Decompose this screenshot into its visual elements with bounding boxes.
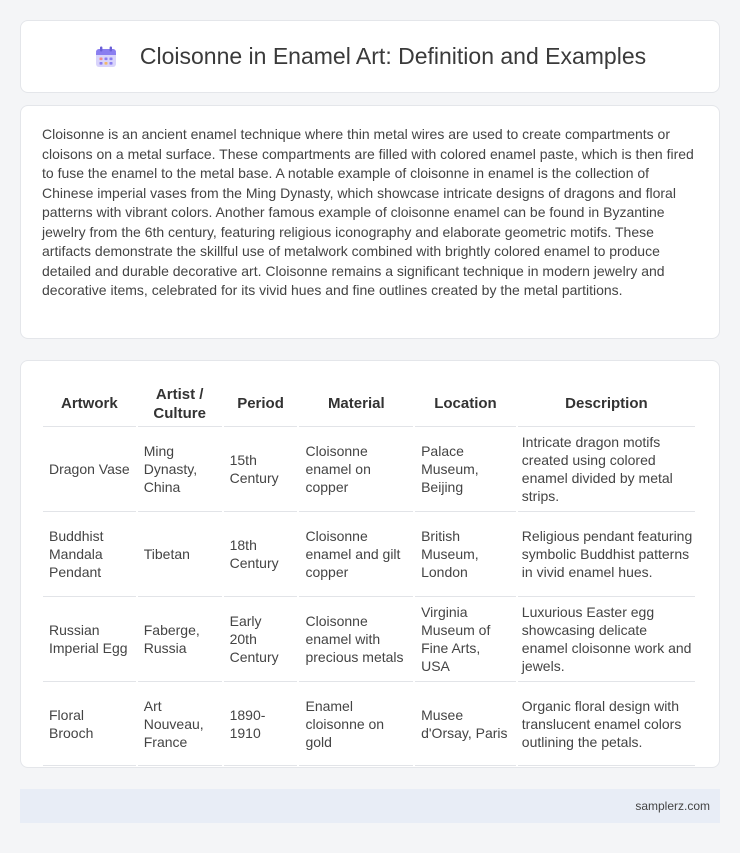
table-row xyxy=(43,681,695,766)
cell-artist-culture: Ming Dynasty, China xyxy=(138,426,222,511)
cell-artist-culture: Tibetan xyxy=(138,511,222,596)
calendar-icon xyxy=(94,45,118,69)
intro-card xyxy=(20,105,720,339)
header-artwork: Artwork xyxy=(61,395,118,412)
cell-description: Luxurious Easter egg showcasing delicate enamel cloisonne work and jewels. xyxy=(518,596,695,681)
cell-artist-culture: Faberge, Russia xyxy=(138,596,222,681)
table-row xyxy=(43,426,695,511)
header-artist-culture: Artist / Culture xyxy=(153,385,206,422)
cell-description: Intricate dragon motifs created using colored enamel divided by metal strips. xyxy=(518,426,695,511)
table-card xyxy=(20,360,720,768)
cell-period: Early 20th Century xyxy=(224,596,298,681)
title-bar xyxy=(21,21,719,92)
header-location: Location xyxy=(434,395,497,412)
header-period: Period xyxy=(237,395,284,412)
cell-period: 1890-1910 xyxy=(224,681,298,766)
header-description: Description xyxy=(565,395,648,412)
cell-location: Musee d'Orsay, Paris xyxy=(415,681,516,766)
cell-artwork: Buddhist Mandala Pendant xyxy=(43,511,136,596)
table-row xyxy=(43,596,695,681)
intro-paragraph: Cloisonne is an ancient enamel technique where thin metal wires are used to create compartments or cloisons on a metal surface. These compartments are filled with colored enamel paste, which is then fired to fuse the enamel to the metal base. A notable example of cloisonne in enamel is the collection of Chinese imperial vases from the Ming Dynasty, which showcase intricate designs of dragons and floral patterns with vibrant colors. Another famous example of cloisonne enamel can be found in Byzantine jewelry from the 6th century, featuring religious iconography and elaborate geometric motifs. These artifacts demonstrate the skillful use of metalwork combined with brightly colored enamel to produce detailed and durable decorative art. Cloisonne remains a significant technique in modern jewelry and decorative items, celebrated for its vivid hues and fine outlines created by the metal partitions. xyxy=(42,126,694,298)
cell-description: Religious pendant featuring symbolic Buddhist patterns in vivid enamel hues. xyxy=(518,511,695,596)
table-row xyxy=(43,511,695,596)
header-material: Material xyxy=(327,395,385,412)
cell-location: Virginia Museum of Fine Arts, USA xyxy=(415,596,516,681)
cell-location: Palace Museum, Beijing xyxy=(415,426,516,511)
cell-artwork: Floral Brooch xyxy=(43,681,136,766)
cell-material: Cloisonne enamel on copper xyxy=(299,426,413,511)
cell-material: Cloisonne enamel with precious metals xyxy=(299,596,413,681)
cell-artist-culture: Art Nouveau, France xyxy=(138,681,222,766)
table-header-row xyxy=(43,381,695,426)
title-card xyxy=(20,20,720,93)
cell-description: Organic floral design with translucent enamel colors outlining the petals. xyxy=(518,681,695,766)
footer-site-link[interactable]: samplerz.com xyxy=(635,799,710,813)
cell-material: Cloisonne enamel and gilt copper xyxy=(299,511,413,596)
cell-material: Enamel cloisonne on gold xyxy=(299,681,413,766)
cell-artwork: Dragon Vase xyxy=(43,426,136,511)
cell-artwork: Russian Imperial Egg xyxy=(43,596,136,681)
artworks-table xyxy=(41,381,697,766)
cell-period: 18th Century xyxy=(224,511,298,596)
cell-period: 15th Century xyxy=(224,426,298,511)
cell-location: British Museum, London xyxy=(415,511,516,596)
footer xyxy=(20,789,720,823)
page-title: Cloisonne in Enamel Art: Definition and Examples xyxy=(139,43,647,69)
